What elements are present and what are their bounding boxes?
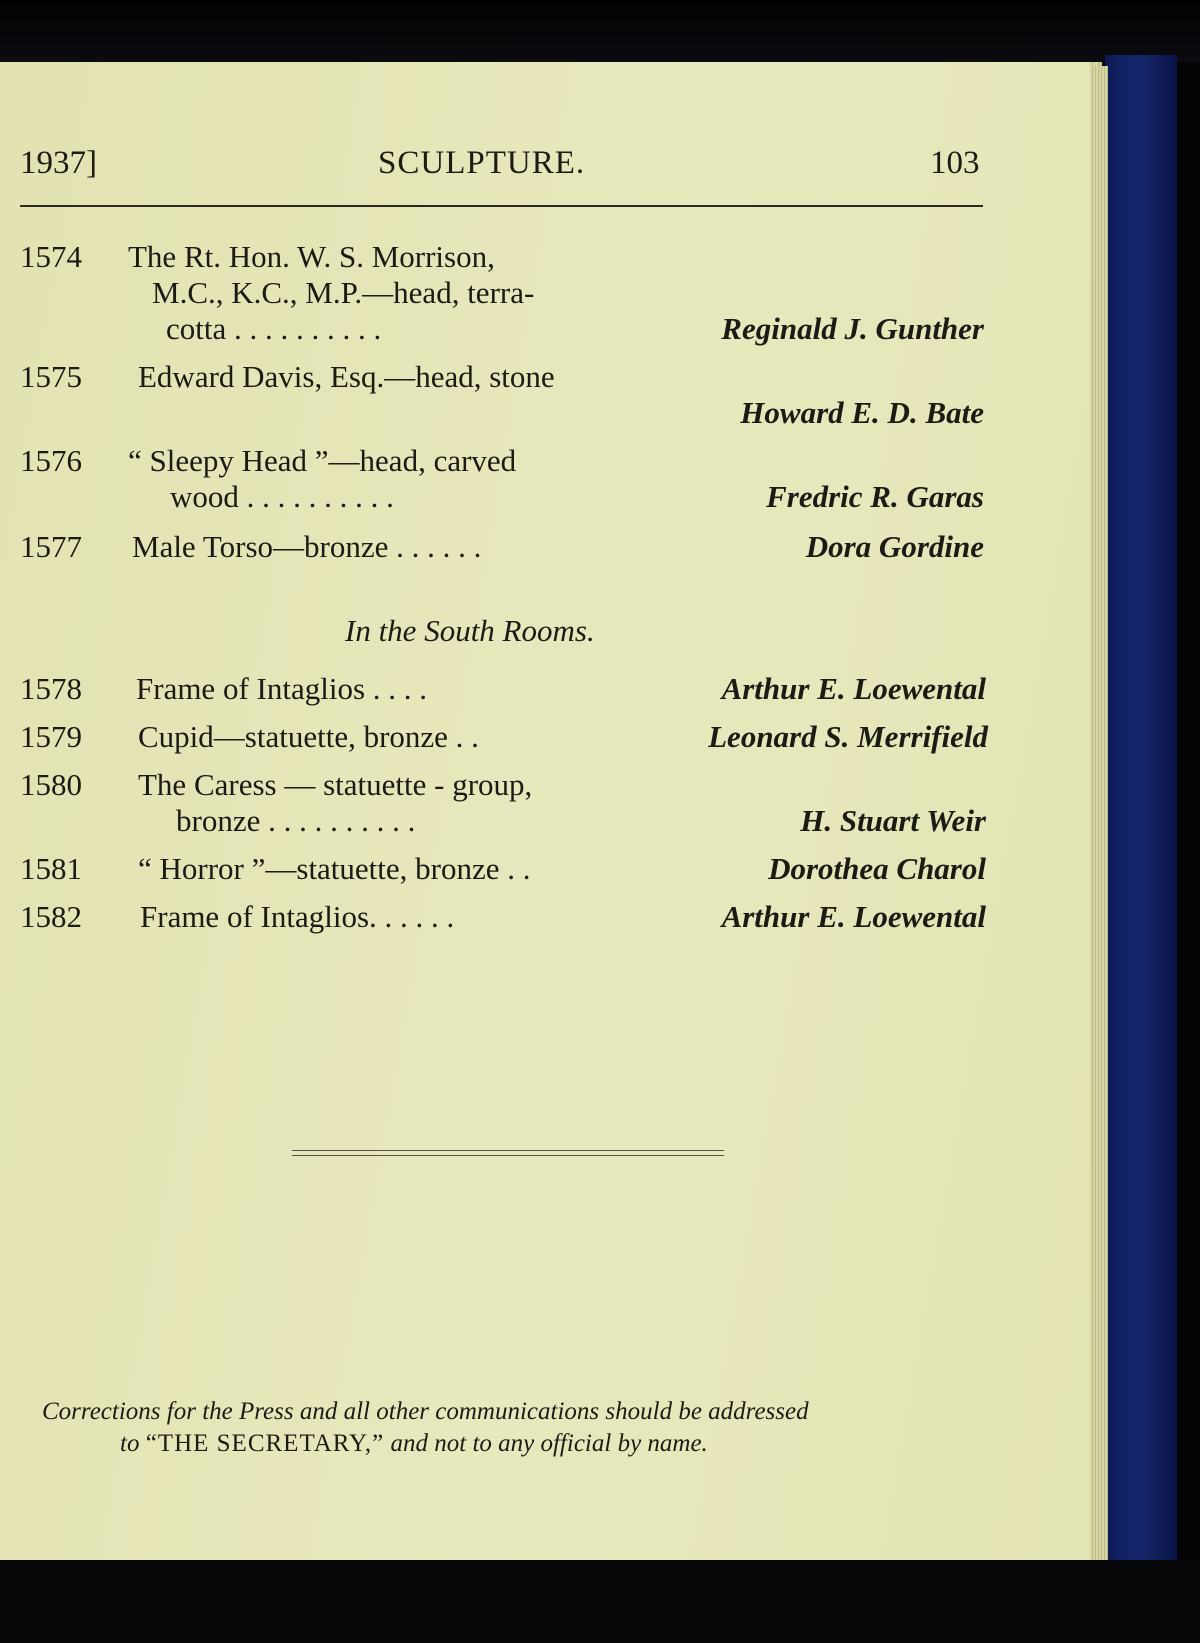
page-number: 103: [930, 145, 980, 181]
running-head-title: SCULPTURE.: [378, 145, 586, 181]
section-heading: In the South Rooms.: [345, 613, 595, 648]
entry-title-line: M.C., K.C., M.P.—head, terra-: [152, 275, 535, 310]
entry-title-line: The Caress — statuette - group,: [138, 767, 533, 802]
entry-title-line: cotta . . . . . . . . . .: [166, 311, 382, 346]
entry-title-line: Frame of Intaglios . . . .: [136, 671, 428, 706]
entry-number: 1579: [20, 719, 82, 754]
footer-text: to: [120, 1430, 146, 1457]
artist-name: Dora Gordine: [805, 529, 984, 564]
entry-number: 1575: [20, 359, 82, 394]
artist-name: Arthur E. Loewental: [721, 671, 986, 706]
footer-text: and not to any official by name.: [384, 1430, 708, 1457]
entry-title-line: “ Horror ”—statuette, bronze . .: [138, 851, 531, 886]
entry-title-line: Cupid—statuette, bronze . .: [138, 719, 479, 754]
book-cover-spine: [1105, 55, 1177, 1575]
entry-number: 1580: [20, 767, 82, 802]
artist-name: H. Stuart Weir: [800, 803, 986, 838]
entry-title-line: Male Torso—bronze . . . . . .: [132, 529, 482, 564]
entry-number: 1582: [20, 899, 82, 934]
entry-number: 1581: [20, 851, 82, 886]
entry-number: 1577: [20, 529, 82, 564]
artist-name: Reginald J. Gunther: [721, 311, 984, 346]
entry-number: 1578: [20, 671, 82, 706]
artist-name: Fredric R. Garas: [766, 479, 984, 514]
entry-number: 1576: [20, 443, 82, 478]
running-head-year: 1937]: [20, 145, 97, 181]
header-rule: [20, 205, 983, 207]
footer-secretary: “THE SECRETARY,”: [145, 1430, 385, 1457]
artist-name: Howard E. D. Bate: [740, 395, 984, 430]
footer-notice-line1: Corrections for the Press and all other communications should be addressed: [42, 1398, 809, 1425]
entry-title-line: wood . . . . . . . . . .: [170, 479, 394, 514]
entry-title-line: Frame of Intaglios. . . . . .: [140, 899, 455, 934]
entry-title-line: Edward Davis, Esq.—head, stone: [138, 359, 555, 394]
entry-title-line: bronze . . . . . . . . . .: [176, 803, 416, 838]
closing-rule: [292, 1150, 724, 1156]
artist-name: Arthur E. Loewental: [721, 899, 986, 934]
entry-number: 1574: [20, 239, 82, 274]
background-surface: [0, 1560, 1200, 1643]
artist-name: Dorothea Charol: [768, 851, 986, 886]
entry-title-line: The Rt. Hon. W. S. Morrison,: [128, 239, 495, 274]
entry-title-line: “ Sleepy Head ”—head, carved: [128, 443, 517, 478]
page-edges: [1090, 66, 1108, 1560]
footer-notice-line2: [120, 1430, 708, 1458]
book-cover-top: [0, 0, 1200, 62]
artist-name: Leonard S. Merrifield: [708, 719, 988, 754]
